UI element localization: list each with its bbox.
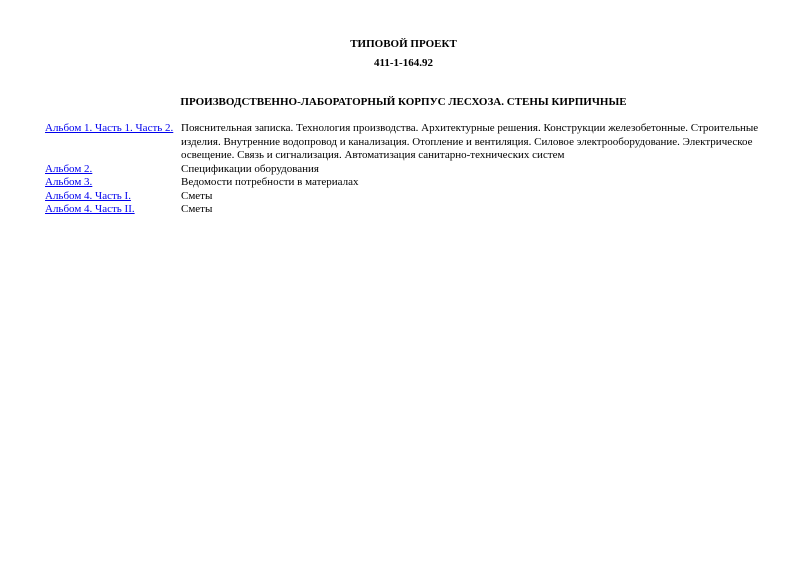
- table-row: [45, 163, 765, 177]
- album-link[interactable]: Альбом 1. Часть 1. Часть 2.: [45, 122, 174, 134]
- album-link[interactable]: Альбом 4. Часть II.: [45, 203, 135, 215]
- album-description: Пояснительная записка. Технология производства. Архитектурные решения. Конструкции железобетонные. Строительные изделия. Внутренние водопровод и канализация. Отопление и вентиляция. Силовое электрооборудование. Электрическое освещение. Связь и сигнализация. Автоматизация санитарно-технических систем: [181, 122, 759, 161]
- album-description: Спецификации оборудования: [181, 162, 319, 175]
- albums-table: [45, 122, 765, 217]
- album-description: Сметы: [181, 203, 213, 215]
- album-link[interactable]: Альбом 4. Часть I.: [45, 189, 131, 202]
- table-row: [45, 122, 765, 163]
- album-link[interactable]: Альбом 3.: [45, 176, 93, 188]
- project-title: ПРОИЗВОДСТВЕННО-ЛАБОРАТОРНЫЙ КОРПУС ЛЕСХОЗА. СТЕНЫ КИРПИЧНЫЕ: [180, 96, 627, 108]
- table-row: [45, 203, 765, 217]
- album-description: Сметы: [181, 189, 213, 202]
- album-description: Ведомости потребности в материалах: [181, 176, 359, 188]
- table-row: [45, 176, 765, 190]
- project-number: 411-1-164.92: [374, 57, 433, 69]
- doc-type-title: ТИПОВОЙ ПРОЕКТ: [350, 38, 457, 50]
- table-row: [45, 190, 765, 204]
- album-link[interactable]: Альбом 2.: [45, 162, 93, 175]
